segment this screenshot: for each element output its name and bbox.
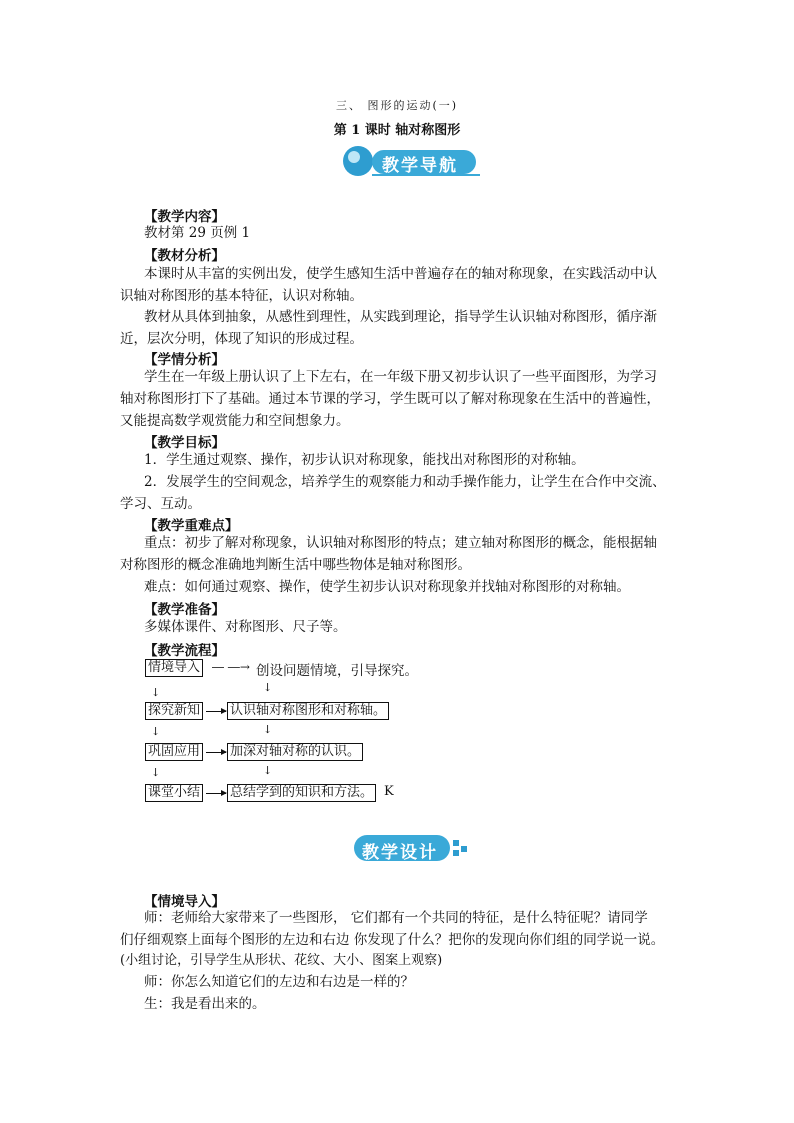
section-title-preparation: 【教学准备】	[144, 602, 225, 618]
flow-desc-box: 认识轴对称图形和对称轴。	[227, 702, 389, 720]
paragraph-line: 师：你怎么知道它们的左边和右边是一样的？	[144, 974, 414, 990]
lesson-title: 第 1 课时 轴对称图形	[333, 123, 461, 138]
teaching-guide-banner-text: 教学导航	[382, 156, 458, 176]
paragraph-line: 多媒体课件、对称图形、尺子等。	[144, 619, 347, 635]
flow-stage-box: 情境导入	[145, 659, 203, 677]
paragraph-line: (小组讨论，引导学生从形状、花纹、大小、图案上观察)	[120, 953, 443, 968]
flow-down-arrow: ↓	[263, 681, 273, 694]
paragraph-line: 轴对称图形打下了基础。通过本节课的学习，学生既可以了解对称现象在生活中的普遍性，	[120, 391, 660, 407]
section-title-goals: 【教学目标】	[144, 435, 225, 451]
paragraph-line: 1．学生通过观察、操作，初步认识对称现象，能找出对称图形的对称轴。	[144, 452, 585, 468]
paragraph-line: 师：老师给大家带来了一些图形， 它们都有一个共同的特征，是什么特征呢？请同学	[144, 910, 648, 926]
teaching-design-banner	[352, 830, 472, 866]
paragraph-line: 学习、互动。	[120, 496, 201, 512]
content-text: 教材第 29 页例 1	[144, 225, 251, 241]
flow-stage-box: 探究新知	[145, 702, 203, 720]
teaching-guide-banner	[338, 143, 484, 179]
flow-desc-box: 总结学到的知识和方法。	[227, 784, 376, 802]
flow-stage-box: 巩固应用	[145, 743, 203, 761]
flow-down-arrow: ↓	[151, 766, 161, 779]
flow-suffix: K	[384, 784, 394, 799]
section-title-content: 【教学内容】	[144, 209, 225, 225]
section-title-student-analysis: 【学情分析】	[144, 352, 225, 368]
teaching-design-banner-text: 教学设计	[362, 843, 438, 863]
paragraph-line: 又能提高数学观赏能力和空间想象力。	[120, 413, 350, 429]
paragraph-line: 2．发展学生的空间观念，培养学生的观察能力和动手操作能力，让学生在合作中交流、	[144, 474, 666, 490]
flow-desc: 创设问题情境，引导探究。	[256, 663, 418, 679]
paragraph-line: 对称图形的概念准确地判断生活中哪些物体是轴对称图形。	[120, 557, 471, 573]
section-title-flow: 【教学流程】	[144, 643, 225, 659]
chapter-title: 三、 图形的运动(一)	[335, 99, 459, 112]
paragraph-line: 学生在一年级上册认识了上下左右，在一年级下册又初步认识了一些平面图形，为学习	[144, 369, 657, 385]
section-title-material-analysis: 【教材分析】	[144, 248, 225, 264]
paragraph-line: 生：我是看出来的。	[144, 996, 266, 1012]
paragraph-line: 近，层次分明，体现了知识的形成过程。	[120, 331, 363, 347]
flow-arrow	[206, 793, 226, 794]
paragraph-line: 难点：如何通过观察、操作，使学生初步认识对称现象并找轴对称图形的对称轴。	[144, 579, 630, 595]
flow-down-arrow: ↓	[263, 764, 273, 777]
paragraph-line: 本课时从丰富的实例出发，使学生感知生活中普遍存在的轴对称现象，在实践活动中认	[144, 266, 657, 282]
flow-arrow	[206, 752, 226, 753]
flow-arrow	[206, 711, 226, 712]
section-title-situation: 【情境导入】	[144, 894, 225, 910]
paragraph-line: 教材从具体到抽象，从感性到理性，从实践到理论，指导学生认识轴对称图形，循序渐	[144, 309, 657, 325]
paragraph-line: 们仔细观察上面每个图形的左边和右边 你发现了什么？把你的发现向你们组的同学说一说。	[120, 932, 665, 948]
flow-down-arrow: ↓	[151, 686, 161, 699]
paragraph-line: 识轴对称图形的基本特征，认识对称轴。	[120, 288, 363, 304]
flow-down-arrow: ↓	[151, 725, 161, 738]
flow-dashed-arrow: ― ―→	[212, 660, 250, 674]
paragraph-line: 重点：初步了解对称现象，认识轴对称图形的特点；建立轴对称图形的概念，能根据轴	[144, 535, 657, 551]
section-title-key-points: 【教学重难点】	[144, 518, 239, 534]
flow-desc-box: 加深对轴对称的认识。	[227, 743, 363, 761]
flow-down-arrow: ↓	[263, 723, 273, 736]
flow-stage-box: 课堂小结	[145, 784, 203, 802]
